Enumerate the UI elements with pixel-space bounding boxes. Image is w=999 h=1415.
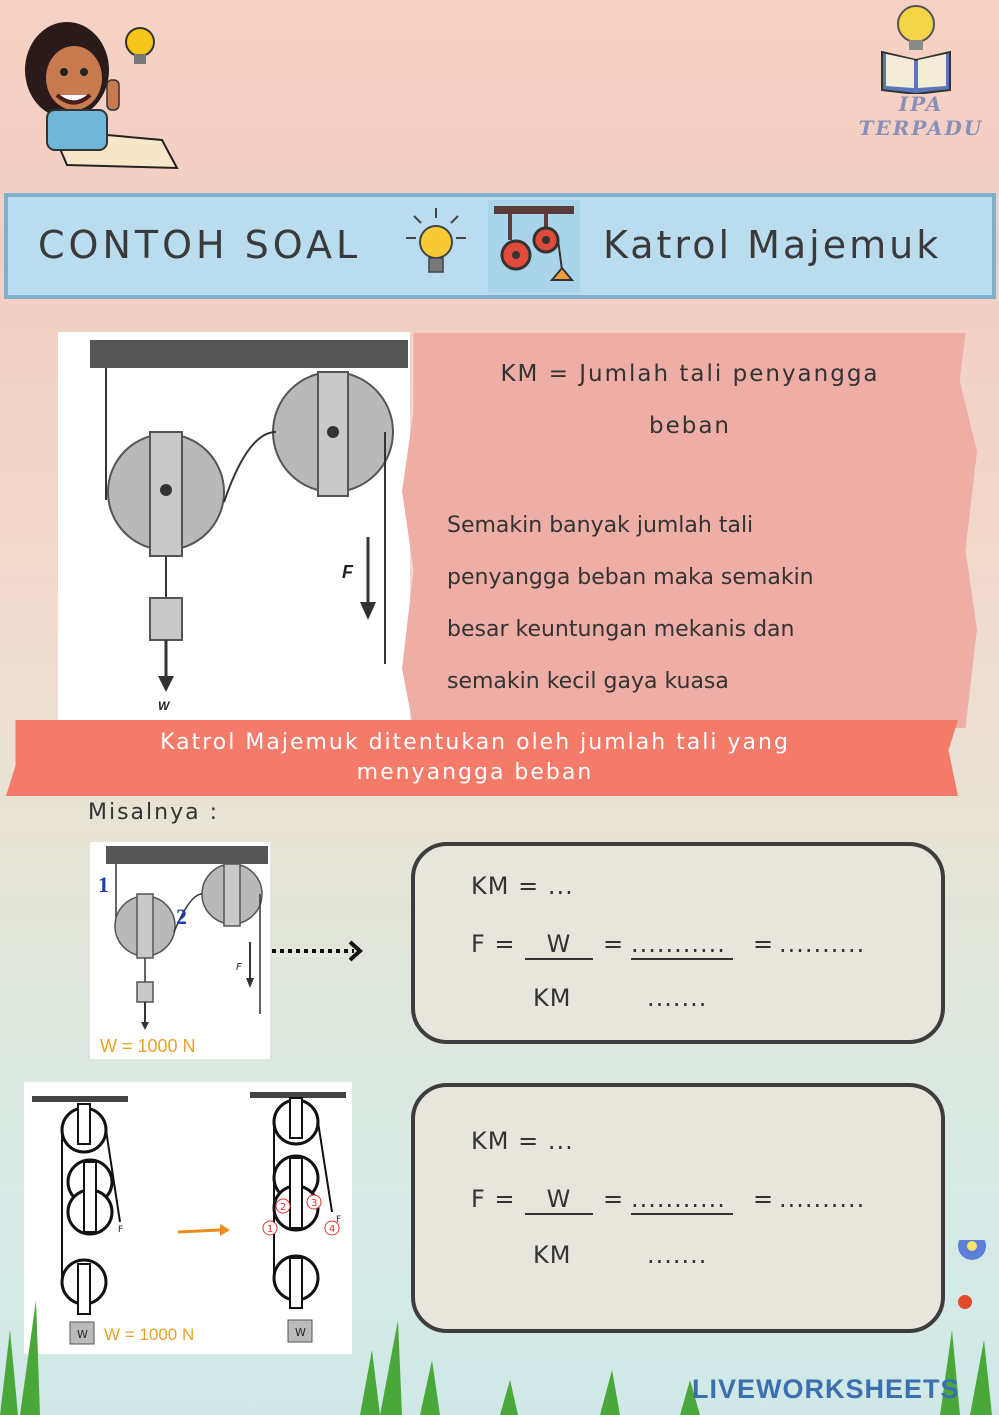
numerator: W: [525, 1185, 593, 1215]
pulley-diagram-example1: [90, 842, 270, 1059]
km-line: KM = ...: [471, 1127, 574, 1155]
description-line: semakin kecil gaya kuasa: [447, 669, 729, 694]
km-definition: KM = Jumlah tali penyangga beban: [500, 361, 880, 439]
equals-sign: =: [753, 930, 775, 958]
flower-icon: [958, 1240, 986, 1260]
answer-blank-1[interactable]: ...........: [631, 930, 733, 960]
header-right-title: Katrol Majemuk: [603, 223, 942, 267]
weight-label: W: [158, 699, 170, 713]
force-label: F: [336, 1215, 342, 1225]
description-line: besar keuntungan mekanis dan: [447, 617, 795, 642]
header-left-title: CONTOH SOAL: [38, 223, 362, 267]
numerator: W: [525, 930, 593, 960]
rope-label-4: 4: [329, 1224, 336, 1235]
pulley-icon: [488, 200, 580, 292]
rope-label-2: 2: [280, 1202, 287, 1213]
logo-line2: TERPADU: [858, 116, 984, 140]
box-label: W: [77, 1328, 88, 1341]
equals-sign: =: [603, 1185, 625, 1213]
banner-line2: menyangga beban: [356, 760, 594, 785]
arrow-right-icon: [270, 938, 366, 964]
answer-blank-3[interactable]: .......: [647, 1241, 708, 1269]
lightbulb-icon: [126, 28, 154, 64]
lightbulb-icon: [404, 206, 468, 282]
equals-sign: =: [603, 930, 625, 958]
force-label: F: [236, 962, 242, 973]
equals-sign: =: [753, 1185, 775, 1213]
banner-text: [60, 728, 890, 788]
girl-reading-illustration: [12, 10, 182, 175]
book-lightbulb-logo-icon: [878, 2, 958, 94]
f-prefix: F =: [471, 930, 516, 958]
force-label: F: [342, 562, 353, 582]
example-label: Misalnya :: [88, 800, 219, 825]
denominator: KM: [533, 1241, 572, 1269]
rope-label-2: 2: [176, 904, 187, 929]
description: [447, 500, 907, 708]
logo-line1: IPA: [898, 92, 944, 116]
answer-blank-3[interactable]: .......: [647, 984, 708, 1012]
logo-text: [846, 92, 996, 140]
answer-box-1: [411, 842, 945, 1044]
banner-line1: Katrol Majemuk ditentukan oleh jumlah tali yang: [160, 730, 790, 755]
weight-caption: W = 1000 N: [100, 1036, 196, 1056]
description-line: penyangga beban maka semakin: [447, 565, 814, 590]
rope-label-1: 1: [267, 1224, 274, 1235]
denominator: KM: [533, 984, 572, 1012]
description-line: Semakin banyak jumlah tali: [447, 513, 754, 538]
rope-label-1: 1: [98, 872, 109, 897]
pulley-diagram-main: [58, 332, 410, 724]
f-prefix: F =: [471, 1185, 516, 1213]
rope-label-3: 3: [311, 1198, 318, 1209]
watermark: LIVEWORKSHEETS: [692, 1374, 960, 1404]
answer-blank-2[interactable]: ..........: [779, 1185, 866, 1213]
weight-caption: W = 1000 N: [104, 1325, 195, 1344]
answer-blank-2[interactable]: ..........: [779, 930, 866, 958]
box-label: W: [295, 1326, 306, 1339]
answer-blank-1[interactable]: ...........: [631, 1185, 733, 1215]
force-label: F: [118, 1225, 124, 1235]
km-line: KM = ...: [471, 872, 574, 900]
